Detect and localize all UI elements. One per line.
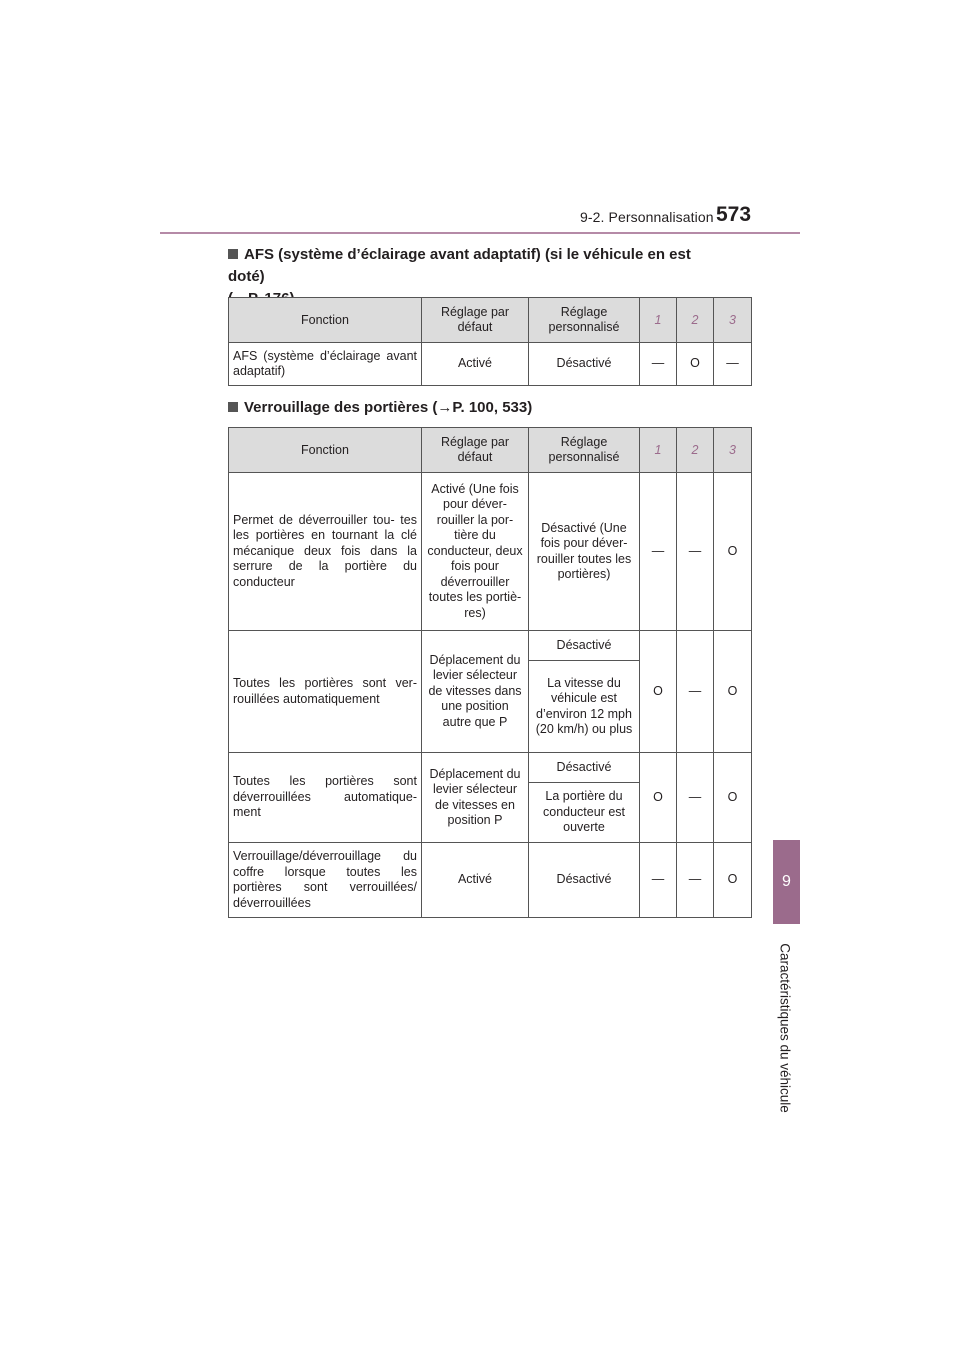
table-row [229,473,752,631]
table-afs [228,297,752,386]
cell-defaut: Activé (Une fois pour déver- rouiller la por- tière du conducteur, deux fois pour déverrouiller toutes les portiè- res) [422,473,529,631]
cell-fonction: AFS (système d’éclairage avant adaptatif) [229,343,422,386]
cell-c2: — [677,631,714,753]
th-col-2: 2 [677,298,714,343]
cell-perso-a: Désactivé [529,631,640,661]
header-rule [160,232,800,234]
chapter-label [770,938,800,1118]
cell-c2: O [677,343,714,386]
th-reglage-perso: Réglage personnalisé [529,428,640,473]
cell-c3: O [714,473,752,631]
section-heading-verrou: Verrouillage des portières (→P. 100, 533) [228,397,532,419]
section-title-verrou: Verrouillage des portières [244,399,429,416]
chapter-label-text: Caractéristiques du véhicule [777,943,793,1113]
table-row [229,753,752,783]
bullet-square-icon [228,249,238,259]
running-header-section: 9-2. Personnalisation [580,209,714,225]
table-header-row [229,298,752,343]
cell-c2: — [677,843,714,918]
table-row [229,843,752,918]
cell-perso: Désactivé [529,843,640,918]
cell-fonction: Verrouillage/déverrouillage du coffre lorsque toutes les portières sont verrouillées/ déverrouillées [229,843,422,918]
th-fonction: Fonction [229,428,422,473]
cell-perso-b: La vitesse du véhicule est d’environ 12 mph (20 km/h) ou plus [529,661,640,753]
th-col-3: 3 [714,298,752,343]
cell-defaut: Déplacement du levier sélecteur de vitesses en position P [422,753,529,843]
cell-c3: O [714,753,752,843]
cell-c2: — [677,753,714,843]
section-ref-verrou: P. 100, 533 [452,399,528,416]
cell-perso: Désactivé (Une fois pour déver- rouiller toutes les portières) [529,473,640,631]
th-col-2: 2 [677,428,714,473]
th-col-1: 1 [640,428,677,473]
th-col-1: 1 [640,298,677,343]
cell-perso-b: La portière du conducteur est ouverte [529,783,640,843]
table-verrou [228,427,752,918]
cell-fonction: Toutes les portières sont déverrouillées automatique- ment [229,753,422,843]
arrow-icon: → [437,399,453,416]
cell-perso: Désactivé [529,343,640,386]
th-col-3: 3 [714,428,752,473]
cell-c1: O [640,753,677,843]
cell-c1: — [640,343,677,386]
cell-c2: — [677,473,714,631]
bullet-square-icon [228,402,238,412]
page-number: 573 [716,203,752,226]
cell-defaut: Déplacement du levier sélecteur de vitesses dans une position autre que P [422,631,529,753]
cell-perso-a: Désactivé [529,753,640,783]
chapter-tab: 9 [773,840,800,924]
cell-c3: O [714,843,752,918]
section-title-afs: AFS (système d’éclairage avant adaptatif) (si le véhicule en est doté) [228,246,691,285]
cell-c3: O [714,631,752,753]
th-reglage-defaut: Réglage par défaut [422,298,529,343]
cell-c3: — [714,343,752,386]
th-reglage-defaut: Réglage par défaut [422,428,529,473]
cell-c1: — [640,473,677,631]
th-reglage-perso: Réglage personnalisé [529,298,640,343]
cell-defaut: Activé [422,343,529,386]
table-header-row [229,428,752,473]
cell-c1: — [640,843,677,918]
cell-defaut: Activé [422,843,529,918]
th-fonction: Fonction [229,298,422,343]
cell-fonction: Permet de déverrouiller tou- tes les portières en tournant la clé mécanique deux fois dans la serrure de la portière du conducteur [229,473,422,631]
table-row [229,343,752,386]
table-row [229,631,752,661]
cell-fonction: Toutes les portières sont ver- rouillées automatiquement [229,631,422,753]
cell-c1: O [640,631,677,753]
